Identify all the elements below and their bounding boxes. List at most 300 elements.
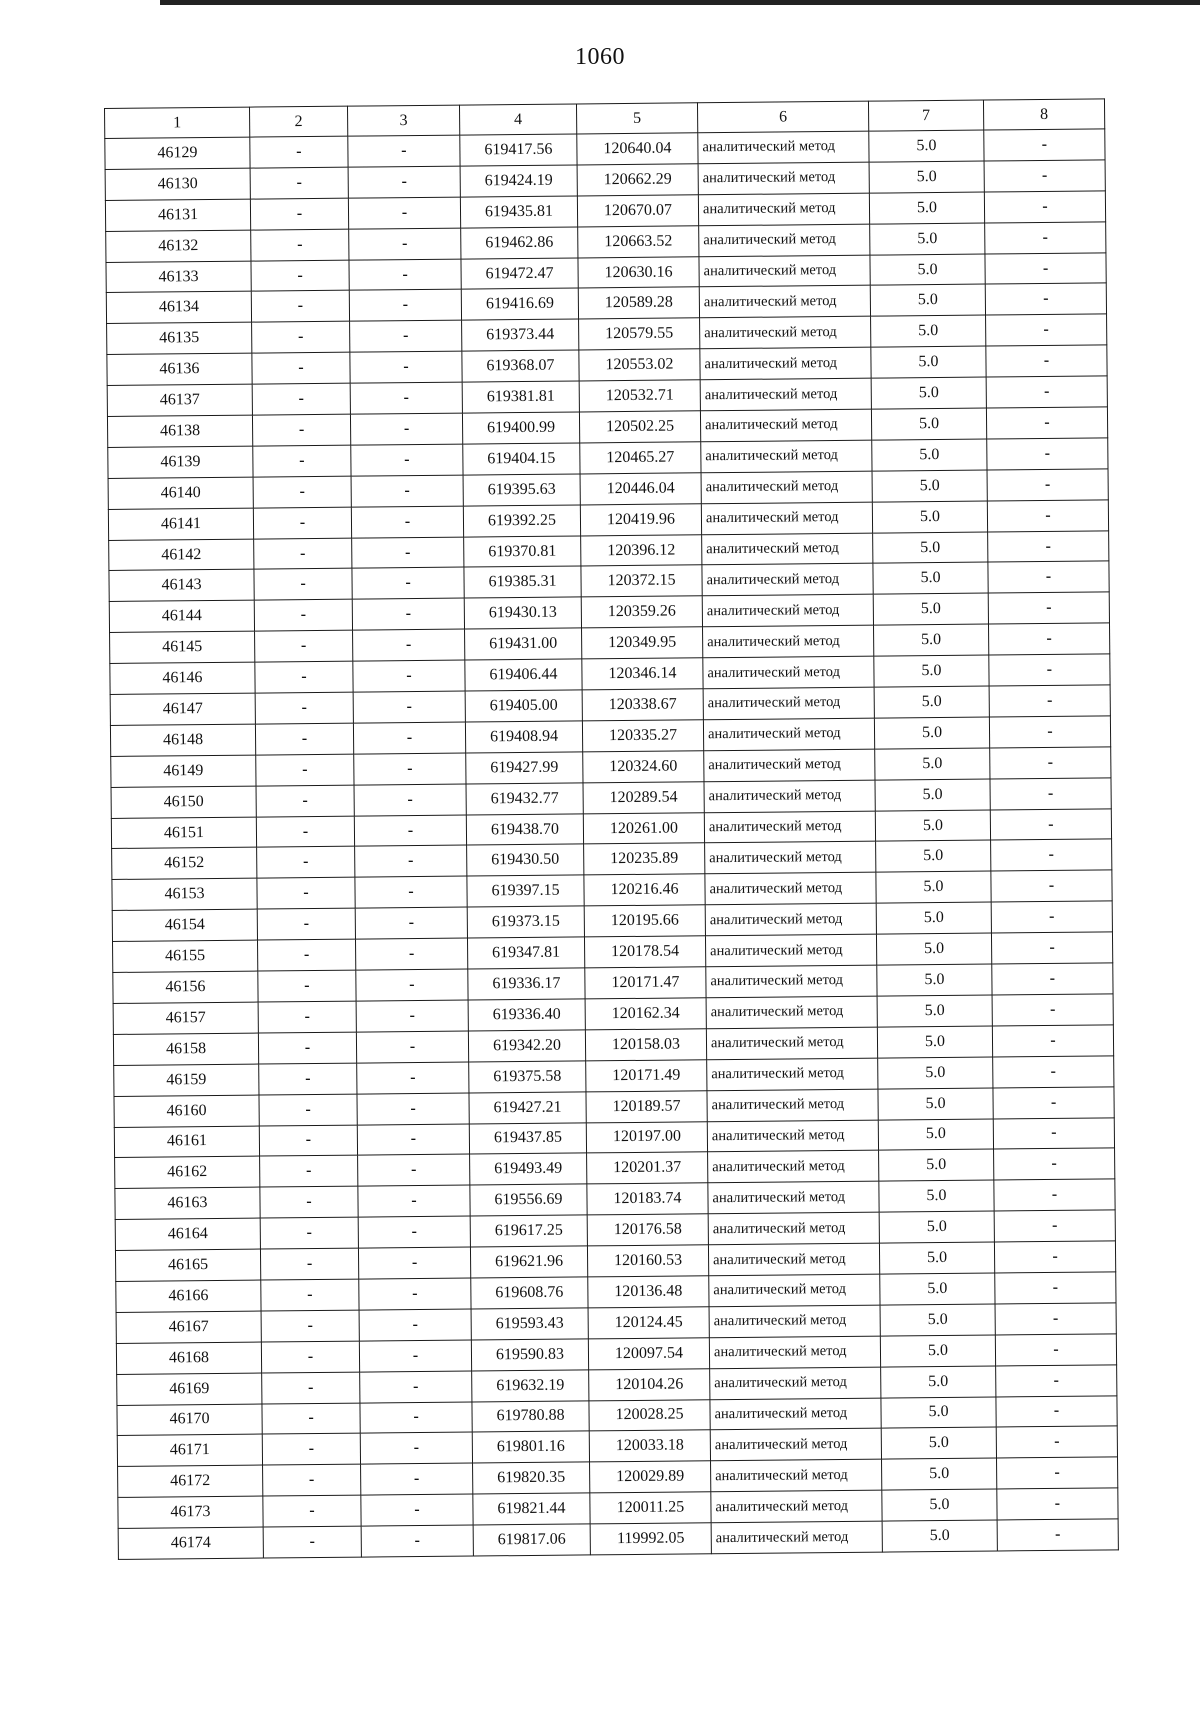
col8-cell: - bbox=[994, 1210, 1115, 1242]
col2-cell: - bbox=[259, 1063, 357, 1095]
col2-cell: - bbox=[253, 507, 351, 539]
accuracy-cell: 5.0 bbox=[872, 439, 987, 471]
x-coordinate-cell: 619368.07 bbox=[462, 350, 579, 382]
col3-cell: - bbox=[353, 691, 465, 723]
accuracy-cell: 5.0 bbox=[882, 1458, 997, 1490]
col3-cell: - bbox=[348, 166, 460, 198]
x-coordinate-cell: 619431.00 bbox=[465, 628, 582, 660]
col3-cell: - bbox=[357, 1093, 469, 1125]
method-cell: аналитический метод bbox=[705, 934, 876, 967]
col8-cell: - bbox=[986, 345, 1107, 377]
method-cell: аналитический метод bbox=[700, 347, 871, 380]
method-cell: аналитический метод bbox=[700, 316, 871, 349]
col3-cell: - bbox=[356, 1031, 468, 1063]
accuracy-cell: 5.0 bbox=[874, 655, 989, 687]
col2-cell: - bbox=[258, 970, 356, 1002]
y-coordinate-cell: 120553.02 bbox=[579, 349, 700, 381]
point-number-cell: 46151 bbox=[111, 817, 256, 849]
col2-cell: - bbox=[252, 383, 350, 415]
method-cell: аналитический метод bbox=[709, 1305, 880, 1338]
y-coordinate-cell: 120346.14 bbox=[582, 658, 703, 690]
point-number-cell: 46134 bbox=[106, 292, 251, 324]
x-coordinate-cell: 619342.20 bbox=[468, 1030, 585, 1062]
method-cell: аналитический метод bbox=[709, 1336, 880, 1369]
x-coordinate-cell: 619817.06 bbox=[473, 1524, 590, 1556]
x-coordinate-cell: 619437.85 bbox=[469, 1122, 586, 1154]
accuracy-cell: 5.0 bbox=[881, 1427, 996, 1459]
point-number-cell: 46130 bbox=[105, 168, 250, 200]
col3-cell: - bbox=[361, 1463, 473, 1495]
y-coordinate-cell: 119992.05 bbox=[590, 1523, 711, 1555]
x-coordinate-cell: 619373.15 bbox=[467, 906, 584, 938]
y-coordinate-cell: 120183.74 bbox=[587, 1183, 708, 1215]
x-coordinate-cell: 619632.19 bbox=[472, 1370, 589, 1402]
col8-cell: - bbox=[986, 376, 1107, 408]
y-coordinate-cell: 120589.28 bbox=[578, 287, 699, 319]
y-coordinate-cell: 120178.54 bbox=[584, 936, 705, 968]
col2-cell: - bbox=[257, 847, 355, 879]
point-number-cell: 46156 bbox=[113, 971, 258, 1003]
col3-cell: - bbox=[361, 1525, 473, 1557]
x-coordinate-cell: 619462.86 bbox=[461, 227, 578, 259]
col3-cell: - bbox=[359, 1278, 471, 1310]
point-number-cell: 46173 bbox=[118, 1496, 263, 1528]
method-cell: аналитический метод bbox=[705, 903, 876, 936]
col3-cell: - bbox=[358, 1216, 470, 1248]
method-cell: аналитический метод bbox=[710, 1367, 881, 1400]
method-cell: аналитический метод bbox=[705, 873, 876, 906]
point-number-cell: 46141 bbox=[108, 508, 253, 540]
point-number-cell: 46160 bbox=[114, 1095, 259, 1127]
y-coordinate-cell: 120338.67 bbox=[582, 689, 703, 721]
col8-cell: - bbox=[988, 623, 1109, 655]
accuracy-cell: 5.0 bbox=[878, 1057, 993, 1089]
y-coordinate-cell: 120216.46 bbox=[584, 874, 705, 906]
method-cell: аналитический метод bbox=[704, 780, 875, 813]
accuracy-cell: 5.0 bbox=[874, 624, 989, 656]
x-coordinate-cell: 619417.56 bbox=[460, 134, 577, 166]
x-coordinate-cell: 619820.35 bbox=[473, 1462, 590, 1494]
col2-cell: - bbox=[255, 630, 353, 662]
x-coordinate-cell: 619373.44 bbox=[462, 319, 579, 351]
accuracy-cell: 5.0 bbox=[879, 1211, 994, 1243]
point-number-cell: 46157 bbox=[113, 1002, 258, 1034]
point-number-cell: 46132 bbox=[106, 230, 251, 262]
col3-cell: - bbox=[360, 1371, 472, 1403]
y-coordinate-cell: 120162.34 bbox=[585, 998, 706, 1030]
method-cell: аналитический метод bbox=[699, 255, 870, 288]
method-cell: аналитический метод bbox=[706, 996, 877, 1029]
accuracy-cell: 5.0 bbox=[882, 1520, 997, 1552]
point-number-cell: 46159 bbox=[114, 1064, 259, 1096]
x-coordinate-cell: 619430.13 bbox=[464, 597, 581, 629]
x-coordinate-cell: 619556.69 bbox=[470, 1184, 587, 1216]
col2-cell: - bbox=[255, 723, 353, 755]
method-cell: аналитический метод bbox=[707, 1089, 878, 1122]
accuracy-cell: 5.0 bbox=[873, 532, 988, 564]
col2-cell: - bbox=[260, 1156, 358, 1188]
method-cell: аналитический метод bbox=[710, 1429, 881, 1462]
col3-cell: - bbox=[352, 568, 464, 600]
method-cell: аналитический метод bbox=[702, 564, 873, 597]
x-coordinate-cell: 619617.25 bbox=[470, 1215, 587, 1247]
col8-cell: - bbox=[989, 685, 1110, 717]
col3-cell: - bbox=[353, 722, 465, 754]
column-header: 7 bbox=[868, 100, 983, 131]
col2-cell: - bbox=[256, 785, 354, 817]
col8-cell: - bbox=[988, 561, 1109, 593]
col3-cell: - bbox=[349, 259, 461, 291]
x-coordinate-cell: 619395.63 bbox=[463, 474, 580, 506]
accuracy-cell: 5.0 bbox=[880, 1335, 995, 1367]
col8-cell: - bbox=[993, 1086, 1114, 1118]
col8-cell: - bbox=[990, 808, 1111, 840]
col2-cell: - bbox=[257, 939, 355, 971]
point-number-cell: 46146 bbox=[110, 662, 255, 694]
accuracy-cell: 5.0 bbox=[870, 285, 985, 317]
col2-cell: - bbox=[250, 167, 348, 199]
col2-cell: - bbox=[260, 1186, 358, 1218]
point-number-cell: 46169 bbox=[117, 1373, 262, 1405]
accuracy-cell: 5.0 bbox=[869, 192, 984, 224]
col3-cell: - bbox=[348, 197, 460, 229]
method-cell: аналитический метод bbox=[702, 594, 873, 627]
col2-cell: - bbox=[253, 476, 351, 508]
y-coordinate-cell: 120502.25 bbox=[579, 411, 700, 443]
method-cell: аналитический метод bbox=[711, 1459, 882, 1492]
x-coordinate-cell: 619821.44 bbox=[473, 1493, 590, 1525]
col2-cell: - bbox=[252, 321, 350, 353]
point-number-cell: 46138 bbox=[107, 415, 252, 447]
x-coordinate-cell: 619472.47 bbox=[461, 258, 578, 290]
method-cell: аналитический метод bbox=[708, 1181, 879, 1214]
col8-cell: - bbox=[997, 1488, 1118, 1520]
col8-cell: - bbox=[984, 160, 1105, 192]
accuracy-cell: 5.0 bbox=[875, 779, 990, 811]
col8-cell: - bbox=[992, 1025, 1113, 1057]
col8-cell: - bbox=[991, 870, 1112, 902]
y-coordinate-cell: 120335.27 bbox=[582, 720, 703, 752]
col2-cell: - bbox=[254, 599, 352, 631]
accuracy-cell: 5.0 bbox=[873, 563, 988, 595]
col2-cell: - bbox=[263, 1495, 361, 1527]
col8-cell: - bbox=[995, 1303, 1116, 1335]
x-coordinate-cell: 619432.77 bbox=[466, 783, 583, 815]
col3-cell: - bbox=[353, 629, 465, 661]
col2-cell: - bbox=[258, 1001, 356, 1033]
point-number-cell: 46142 bbox=[109, 539, 254, 571]
y-coordinate-cell: 120176.58 bbox=[587, 1214, 708, 1246]
method-cell: аналитический метод bbox=[699, 286, 870, 319]
method-cell: аналитический метод bbox=[706, 965, 877, 998]
accuracy-cell: 5.0 bbox=[875, 810, 990, 842]
y-coordinate-cell: 120261.00 bbox=[583, 812, 704, 844]
point-number-cell: 46154 bbox=[112, 909, 257, 941]
method-cell: аналитический метод bbox=[698, 162, 869, 195]
point-number-cell: 46137 bbox=[107, 384, 252, 416]
accuracy-cell: 5.0 bbox=[878, 1088, 993, 1120]
col3-cell: - bbox=[355, 938, 467, 970]
col2-cell: - bbox=[252, 352, 350, 384]
col3-cell: - bbox=[359, 1309, 471, 1341]
col8-cell: - bbox=[995, 1334, 1116, 1366]
x-coordinate-cell: 619590.83 bbox=[471, 1339, 588, 1371]
accuracy-cell: 5.0 bbox=[870, 254, 985, 286]
method-cell: аналитический метод bbox=[698, 193, 869, 226]
col8-cell: - bbox=[987, 469, 1108, 501]
y-coordinate-cell: 120532.71 bbox=[579, 380, 700, 412]
page-number: 1060 bbox=[575, 44, 625, 70]
point-number-cell: 46135 bbox=[107, 322, 252, 354]
method-cell: аналитический метод bbox=[700, 378, 871, 411]
y-coordinate-cell: 120033.18 bbox=[589, 1430, 710, 1462]
point-number-cell: 46167 bbox=[116, 1311, 261, 1343]
col8-cell: - bbox=[986, 314, 1107, 346]
col3-cell: - bbox=[356, 1000, 468, 1032]
accuracy-cell: 5.0 bbox=[874, 686, 989, 718]
method-cell: аналитический метод bbox=[711, 1521, 882, 1554]
col2-cell: - bbox=[250, 136, 348, 168]
y-coordinate-cell: 120158.03 bbox=[585, 1029, 706, 1061]
col2-cell: - bbox=[260, 1217, 358, 1249]
column-header: 4 bbox=[459, 104, 576, 135]
point-number-cell: 46171 bbox=[117, 1434, 262, 1466]
x-coordinate-cell: 619416.69 bbox=[461, 288, 578, 320]
accuracy-cell: 5.0 bbox=[877, 1026, 992, 1058]
accuracy-cell: 5.0 bbox=[871, 315, 986, 347]
col3-cell: - bbox=[356, 969, 468, 1001]
coordinates-table bbox=[104, 98, 1119, 1560]
accuracy-cell: 5.0 bbox=[878, 1119, 993, 1151]
point-number-cell: 46164 bbox=[115, 1218, 260, 1250]
point-number-cell: 46136 bbox=[107, 353, 252, 385]
x-coordinate-cell: 619406.44 bbox=[465, 659, 582, 691]
accuracy-cell: 5.0 bbox=[870, 223, 985, 255]
accuracy-cell: 5.0 bbox=[879, 1242, 994, 1274]
col2-cell: - bbox=[257, 908, 355, 940]
point-number-cell: 46163 bbox=[115, 1187, 260, 1219]
col3-cell: - bbox=[358, 1185, 470, 1217]
x-coordinate-cell: 619392.25 bbox=[463, 505, 580, 537]
col3-cell: - bbox=[348, 135, 460, 167]
point-number-cell: 46153 bbox=[112, 878, 257, 910]
point-number-cell: 46133 bbox=[106, 261, 251, 293]
col3-cell: - bbox=[351, 444, 463, 476]
point-number-cell: 46162 bbox=[115, 1156, 260, 1188]
accuracy-cell: 5.0 bbox=[880, 1304, 995, 1336]
accuracy-cell: 5.0 bbox=[876, 871, 991, 903]
method-cell: аналитический метод bbox=[703, 718, 874, 751]
y-coordinate-cell: 120359.26 bbox=[581, 596, 702, 628]
col2-cell: - bbox=[261, 1279, 359, 1311]
method-cell: аналитический метод bbox=[708, 1151, 879, 1184]
col3-cell: - bbox=[355, 846, 467, 878]
method-cell: аналитический метод bbox=[711, 1490, 882, 1523]
col2-cell: - bbox=[259, 1125, 357, 1157]
method-cell: аналитический метод bbox=[705, 842, 876, 875]
y-coordinate-cell: 120197.00 bbox=[586, 1121, 707, 1153]
point-number-cell: 46172 bbox=[118, 1465, 263, 1497]
point-number-cell: 46149 bbox=[111, 755, 256, 787]
accuracy-cell: 5.0 bbox=[871, 408, 986, 440]
x-coordinate-cell: 619435.81 bbox=[460, 196, 577, 228]
x-coordinate-cell: 619370.81 bbox=[464, 536, 581, 568]
point-number-cell: 46150 bbox=[111, 786, 256, 818]
y-coordinate-cell: 120171.49 bbox=[586, 1059, 707, 1091]
method-cell: аналитический метод bbox=[701, 440, 872, 473]
method-cell: аналитический метод bbox=[699, 224, 870, 257]
point-number-cell: 46145 bbox=[110, 631, 255, 663]
x-coordinate-cell: 619385.31 bbox=[464, 566, 581, 598]
col2-cell: - bbox=[254, 538, 352, 570]
x-coordinate-cell: 619405.00 bbox=[465, 690, 582, 722]
x-coordinate-cell: 619427.99 bbox=[466, 752, 583, 784]
y-coordinate-cell: 120189.57 bbox=[586, 1090, 707, 1122]
point-number-cell: 46129 bbox=[105, 137, 250, 169]
y-coordinate-cell: 120579.55 bbox=[579, 318, 700, 350]
col3-cell: - bbox=[360, 1432, 472, 1464]
accuracy-cell: 5.0 bbox=[872, 470, 987, 502]
y-coordinate-cell: 120324.60 bbox=[583, 751, 704, 783]
point-number-cell: 46170 bbox=[117, 1404, 262, 1436]
col2-cell: - bbox=[251, 291, 349, 323]
col8-cell: - bbox=[994, 1148, 1115, 1180]
x-coordinate-cell: 619336.40 bbox=[468, 999, 585, 1031]
method-cell: аналитический метод bbox=[703, 625, 874, 658]
col3-cell: - bbox=[350, 320, 462, 352]
point-number-cell: 46152 bbox=[112, 848, 257, 880]
col8-cell: - bbox=[992, 963, 1113, 995]
col8-cell: - bbox=[996, 1426, 1117, 1458]
col3-cell: - bbox=[352, 598, 464, 630]
accuracy-cell: 5.0 bbox=[876, 933, 991, 965]
col3-cell: - bbox=[357, 1124, 469, 1156]
method-cell: аналитический метод bbox=[702, 533, 873, 566]
accuracy-cell: 5.0 bbox=[877, 995, 992, 1027]
x-coordinate-cell: 619438.70 bbox=[466, 814, 583, 846]
column-header: 2 bbox=[249, 106, 347, 137]
method-cell: аналитический метод bbox=[708, 1243, 879, 1276]
point-number-cell: 46144 bbox=[109, 600, 254, 632]
accuracy-cell: 5.0 bbox=[875, 748, 990, 780]
y-coordinate-cell: 120663.52 bbox=[578, 225, 699, 257]
col8-cell: - bbox=[996, 1364, 1117, 1396]
method-cell: аналитический метод bbox=[708, 1212, 879, 1245]
x-coordinate-cell: 619408.94 bbox=[465, 721, 582, 753]
col2-cell: - bbox=[258, 1032, 356, 1064]
y-coordinate-cell: 120662.29 bbox=[577, 164, 698, 196]
col3-cell: - bbox=[354, 784, 466, 816]
col2-cell: - bbox=[260, 1248, 358, 1280]
col2-cell: - bbox=[251, 229, 349, 261]
col2-cell: - bbox=[251, 260, 349, 292]
col3-cell: - bbox=[357, 1062, 469, 1094]
point-number-cell: 46168 bbox=[116, 1342, 261, 1374]
accuracy-cell: 5.0 bbox=[881, 1366, 996, 1398]
method-cell: аналитический метод bbox=[704, 749, 875, 782]
col8-cell: - bbox=[988, 530, 1109, 562]
x-coordinate-cell: 619621.96 bbox=[470, 1246, 587, 1278]
point-number-cell: 46140 bbox=[108, 477, 253, 509]
col8-cell: - bbox=[989, 654, 1110, 686]
x-coordinate-cell: 619780.88 bbox=[472, 1400, 589, 1432]
col8-cell: - bbox=[985, 222, 1106, 254]
table-body bbox=[105, 129, 1119, 1560]
col8-cell: - bbox=[985, 252, 1106, 284]
method-cell: аналитический метод bbox=[710, 1398, 881, 1431]
col3-cell: - bbox=[354, 753, 466, 785]
col2-cell: - bbox=[261, 1341, 359, 1373]
col8-cell: - bbox=[985, 283, 1106, 315]
x-coordinate-cell: 619381.81 bbox=[462, 381, 579, 413]
col2-cell: - bbox=[262, 1434, 360, 1466]
y-coordinate-cell: 120670.07 bbox=[577, 195, 698, 227]
x-coordinate-cell: 619336.17 bbox=[468, 968, 585, 1000]
y-coordinate-cell: 120028.25 bbox=[589, 1399, 710, 1431]
col3-cell: - bbox=[360, 1402, 472, 1434]
method-cell: аналитический метод bbox=[700, 409, 871, 442]
x-coordinate-cell: 619430.50 bbox=[467, 844, 584, 876]
accuracy-cell: 5.0 bbox=[877, 964, 992, 996]
method-cell: аналитический метод bbox=[703, 687, 874, 720]
column-header: 1 bbox=[105, 107, 250, 138]
method-cell: аналитический метод bbox=[704, 811, 875, 844]
col3-cell: - bbox=[355, 876, 467, 908]
col2-cell: - bbox=[261, 1310, 359, 1342]
method-cell: аналитический метод bbox=[701, 502, 872, 535]
col3-cell: - bbox=[349, 290, 461, 322]
column-header: 5 bbox=[576, 103, 697, 134]
col2-cell: - bbox=[254, 569, 352, 601]
col3-cell: - bbox=[350, 382, 462, 414]
y-coordinate-cell: 120104.26 bbox=[589, 1368, 710, 1400]
method-cell: аналитический метод bbox=[707, 1058, 878, 1091]
col8-cell: - bbox=[992, 994, 1113, 1026]
col3-cell: - bbox=[358, 1247, 470, 1279]
x-coordinate-cell: 619424.19 bbox=[460, 165, 577, 197]
y-coordinate-cell: 120640.04 bbox=[577, 133, 698, 165]
y-coordinate-cell: 120171.47 bbox=[585, 967, 706, 999]
col8-cell: - bbox=[994, 1241, 1115, 1273]
accuracy-cell: 5.0 bbox=[876, 902, 991, 934]
accuracy-cell: 5.0 bbox=[879, 1180, 994, 1212]
col3-cell: - bbox=[350, 413, 462, 445]
col8-cell: - bbox=[995, 1272, 1116, 1304]
y-coordinate-cell: 120160.53 bbox=[587, 1245, 708, 1277]
x-coordinate-cell: 619593.43 bbox=[471, 1308, 588, 1340]
col2-cell: - bbox=[263, 1526, 361, 1558]
col2-cell: - bbox=[262, 1372, 360, 1404]
accuracy-cell: 5.0 bbox=[871, 377, 986, 409]
col8-cell: - bbox=[984, 129, 1105, 161]
col2-cell: - bbox=[257, 878, 355, 910]
col3-cell: - bbox=[354, 815, 466, 847]
col8-cell: - bbox=[991, 901, 1112, 933]
col8-cell: - bbox=[991, 932, 1112, 964]
y-coordinate-cell: 120396.12 bbox=[581, 534, 702, 566]
y-coordinate-cell: 120136.48 bbox=[588, 1276, 709, 1308]
x-coordinate-cell: 619375.58 bbox=[469, 1061, 586, 1093]
point-number-cell: 46143 bbox=[109, 570, 254, 602]
accuracy-cell: 5.0 bbox=[880, 1273, 995, 1305]
col8-cell: - bbox=[987, 500, 1108, 532]
point-number-cell: 46139 bbox=[108, 446, 253, 478]
y-coordinate-cell: 120011.25 bbox=[590, 1492, 711, 1524]
col8-cell: - bbox=[993, 1117, 1114, 1149]
col8-cell: - bbox=[993, 1056, 1114, 1088]
column-header: 8 bbox=[983, 99, 1104, 130]
accuracy-cell: 5.0 bbox=[873, 593, 988, 625]
